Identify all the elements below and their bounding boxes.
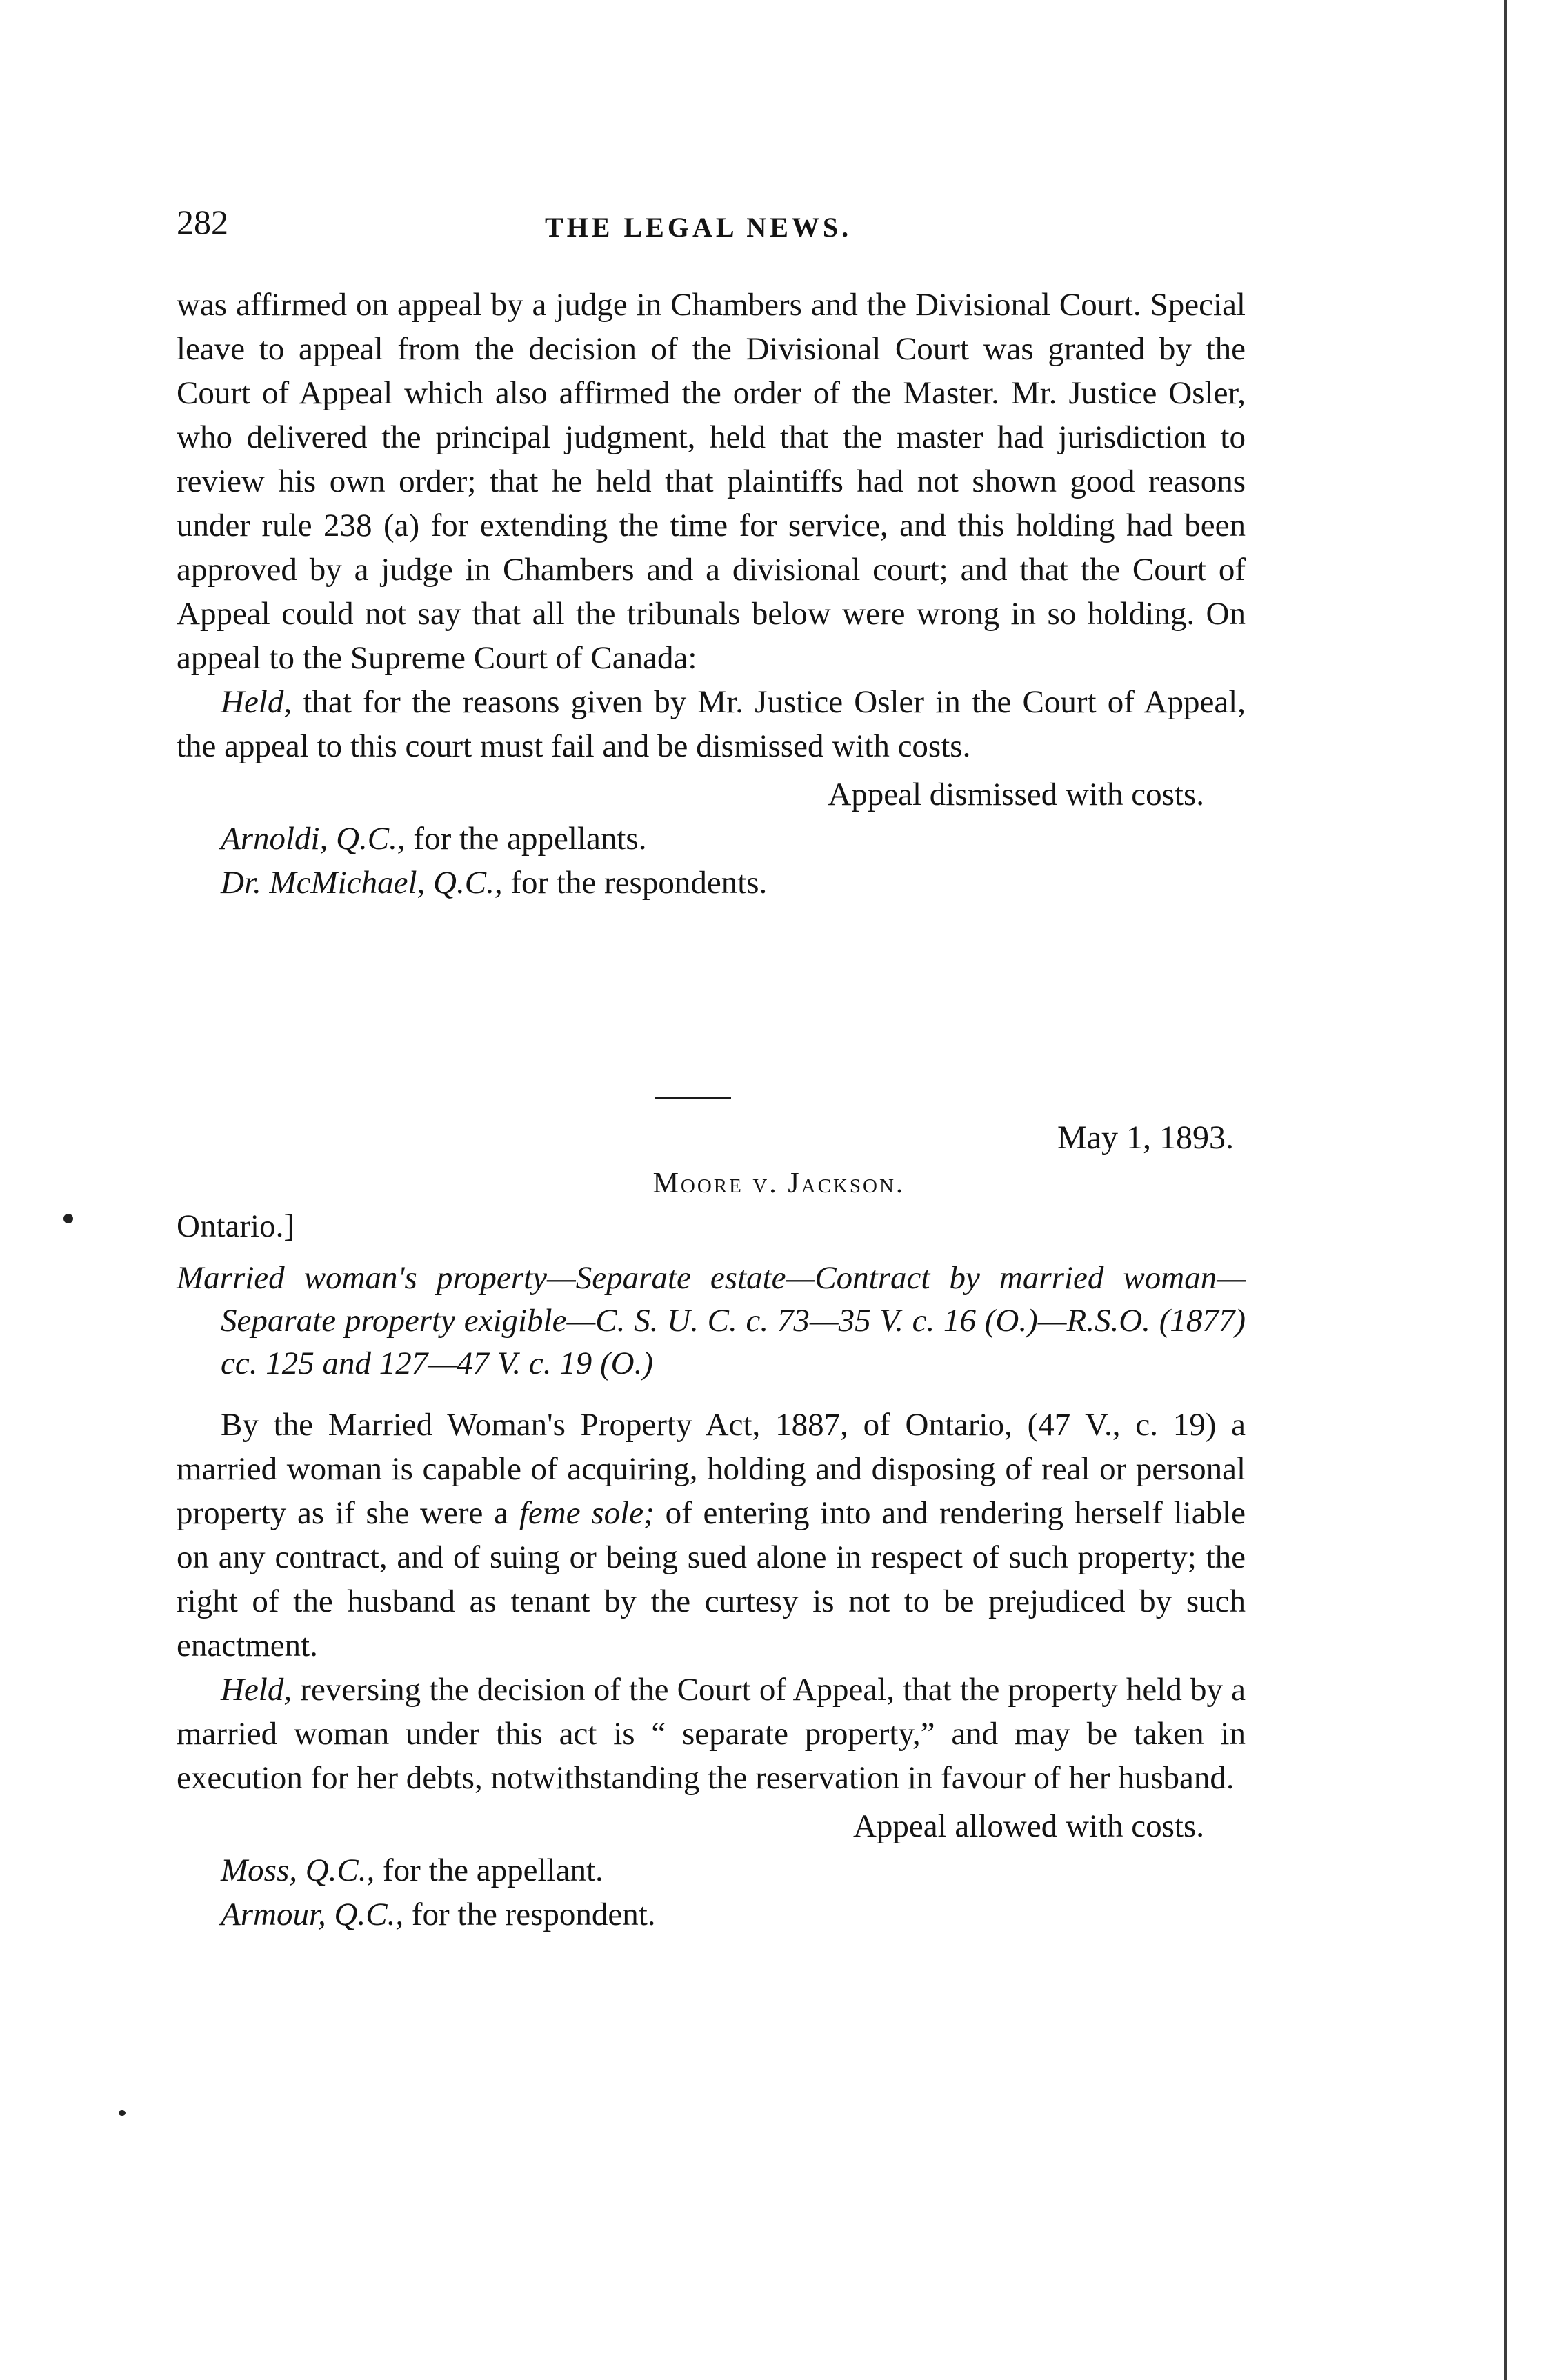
case2-headnote — [177, 1257, 1246, 1385]
case2-date: May 1, 1893. — [1057, 1119, 1234, 1156]
case1-held-text: that for the reasons given by Mr. Justice Osler in the Court of Appeal, the appeal to this court must fail and be dismissed with costs. — [177, 684, 1246, 764]
case2-headnote-text: Married woman's property—Separate estate—Contract by married woman—Separate property exigible—C. S. U. C. c. 73—35 V. c. 16 (O.)—R.S.O. (1877) cc. 125 and 127—47 V. c. 19 (O.) — [177, 1260, 1246, 1381]
page-number: 282 — [177, 203, 228, 241]
counsel-name: Dr. McMichael, Q.C., — [221, 865, 503, 901]
case2-counsel-respondent — [221, 1892, 1246, 1937]
case2-title: Moore v. Jackson. — [652, 1168, 906, 1199]
counsel-name: Armour, Q.C., — [221, 1897, 404, 1932]
case2-held-text: reversing the decision of the Court of Appeal, that the property held by a married woman under this act is “ separate property,” and may be taken in execution for her debts, notwithstanding the reservation in favour of her husband. — [177, 1672, 1246, 1796]
case1-held — [177, 680, 1246, 768]
case2-body — [177, 1403, 1246, 1668]
counsel-role: for the appellants. — [405, 821, 647, 857]
case1-counsel-appellants — [221, 817, 1246, 861]
running-title: THE LEGAL NEWS. — [545, 212, 852, 243]
scan-speck — [119, 2110, 126, 2116]
case2-disposition: Appeal allowed with costs. — [852, 1808, 1204, 1844]
page-header — [177, 201, 1252, 257]
counsel-role: for the appellant. — [374, 1852, 603, 1888]
case1-disposition: Appeal dismissed with costs. — [828, 777, 1204, 812]
case2-counsel-appellant — [221, 1848, 1246, 1892]
case2-section — [177, 1403, 1246, 1937]
case2-held-label: Held, — [221, 1672, 292, 1708]
counsel-role: for the respondents. — [502, 865, 768, 901]
counsel-name: Moss, Q.C., — [221, 1852, 375, 1888]
case2-body-part1: By the Married Woman's Property Act, 1887, of Ontario, (47 V., c. 19) a married woman is capable of acquiring, holding and disposing of real or personal property as if she were a — [177, 1407, 1246, 1531]
case1-counsel-respondents — [221, 861, 1246, 905]
counsel-role: for the respondent. — [403, 1897, 656, 1932]
case2-body-part2: of entering into and rendering herself liable on any contract, and of suing or being sued alone in respect of such property; the right of the husband as tenant by the curtesy is not to be prejudiced by such enactment. — [177, 1495, 1246, 1663]
section-divider — [655, 1097, 731, 1099]
case1-held-label: Held, — [221, 684, 292, 720]
counsel-name: Arnoldi, Q.C., — [221, 821, 406, 857]
case1-body: was affirmed on appeal by a judge in Chambers and the Divisional Court. Special leave to appeal from the decision of the Divisional Court was granted by the Court of Appeal which also affirmed the order of the Master. Mr. Justice Osler, who delivered the principal judgment, held that the master had jurisdiction to review his own order; that he held that plaintiffs had not shown good reasons under rule 238 (a) for extending the time for service, and this holding had been approved by a judge in Chambers and a divisional court; and that the Court of Appeal could not say that all the tribunals below were wrong in so holding. On appeal to the Supreme Court of Canada: — [177, 287, 1246, 676]
case2-province: Ontario.] — [177, 1208, 294, 1244]
case2-body-italic: feme sole; — [519, 1495, 655, 1531]
case1-section — [177, 283, 1246, 905]
scan-speck — [63, 1214, 73, 1223]
case2-held — [177, 1668, 1246, 1800]
